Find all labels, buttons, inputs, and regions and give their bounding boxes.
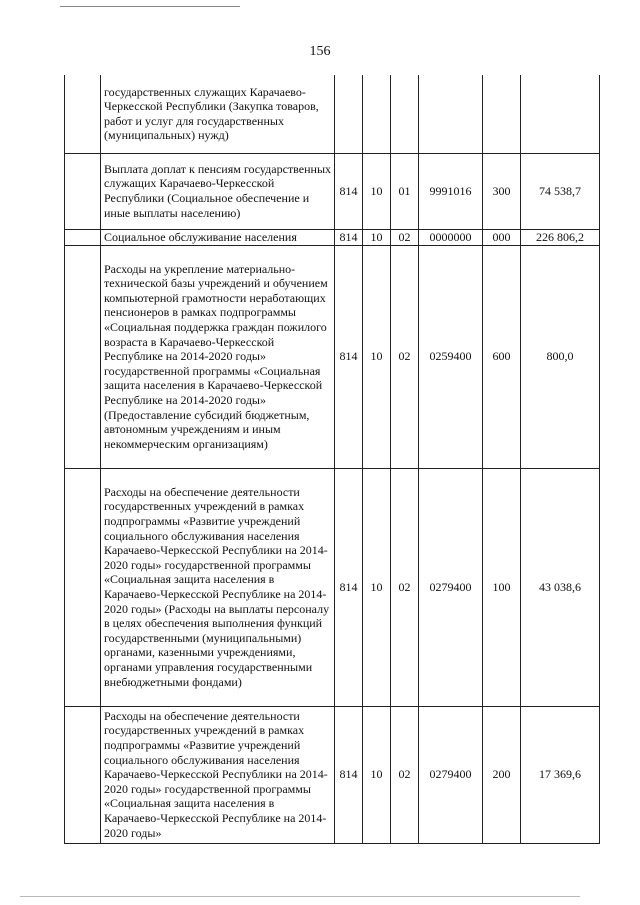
amount-cell: 226 806,2 <box>521 229 600 245</box>
amount-cell: 74 538,7 <box>521 153 600 229</box>
ministry-code-cell: 814 <box>335 229 363 245</box>
section-code-cell: 10 <box>363 468 391 706</box>
target-code-cell: 0259400 <box>419 245 483 468</box>
subsection-code-cell: 02 <box>391 468 419 706</box>
expense-type-cell: 100 <box>483 468 521 706</box>
table-row <box>65 468 600 706</box>
expense-type-cell: 200 <box>483 706 521 843</box>
expense-name-cell: Расходы на обеспечение деятельности государственных учреждений в рамках подпрограммы «Развитие учреждений социального обслуживания населения Карачаево-Черкесской Республики на 2014-2020 годы» государственной программы «Социальная защита населения в Карачаево-Черкесской Республике на 2014-2020 годы» <box>101 706 335 843</box>
target-code-cell: 0279400 <box>419 468 483 706</box>
subsection-code-cell: 02 <box>391 245 419 468</box>
expense-type-cell: 000 <box>483 229 521 245</box>
ministry-code-cell: 814 <box>335 468 363 706</box>
section-code-cell: 10 <box>363 245 391 468</box>
expense-type-cell <box>483 75 521 153</box>
budget-table <box>64 75 600 844</box>
table-row <box>65 153 600 229</box>
section-code-cell <box>363 75 391 153</box>
table-row <box>65 706 600 843</box>
ministry-code-cell: 814 <box>335 153 363 229</box>
expense-name-cell: Выплата доплат к пенсиям государственных служащих Карачаево-Черкесской Республики (Социальное обеспечение и иные выплаты населению) <box>101 153 335 229</box>
target-code-cell: 0279400 <box>419 706 483 843</box>
section-code-cell: 10 <box>363 229 391 245</box>
section-code-cell: 10 <box>363 153 391 229</box>
row-number-cell <box>65 706 101 843</box>
expense-name-cell: Расходы на обеспечение деятельности государственных учреждений в рамках подпрограммы «Развитие учреждений социального обслуживания населения Карачаево-Черкесской Республики на 2014-2020 годы» государственной программы «Социальная защита населения в Карачаево-Черкесской Республике на 2014-2020 годы» (Расходы на выплаты персоналу в целях обеспечения выполнения функций государственными (муниципальными) органами, казенными учреждениями, органами управления государственными внебюджетными фондами) <box>101 468 335 706</box>
expense-type-cell: 600 <box>483 245 521 468</box>
amount-cell: 17 369,6 <box>521 706 600 843</box>
amount-cell: 43 038,6 <box>521 468 600 706</box>
target-code-cell: 0000000 <box>419 229 483 245</box>
section-code-cell: 10 <box>363 706 391 843</box>
scan-edge-line-bottom <box>20 896 580 897</box>
expense-name-cell: Социальное обслуживание населения <box>101 229 335 245</box>
table-row <box>65 229 600 245</box>
subsection-code-cell: 01 <box>391 153 419 229</box>
table-row <box>65 75 600 153</box>
target-code-cell <box>419 75 483 153</box>
row-number-cell <box>65 153 101 229</box>
ministry-code-cell <box>335 75 363 153</box>
expense-name-cell: Расходы на укрепление материально-технической базы учреждений и обучением компьютерной грамотности неработающих пенсионеров в рамках подпрограммы «Социальная поддержка граждан пожилого возраста в Карачаево-Черкесской Республике на 2014-2020 годы» государственной программы «Социальная защита населения в Карачаево-Черкесской Республике на 2014-2020 годы» (Предоставление субсидий бюджетным, автономным учреждениям и иным некоммерческим организациям) <box>101 245 335 468</box>
target-code-cell: 9991016 <box>419 153 483 229</box>
ministry-code-cell: 814 <box>335 245 363 468</box>
subsection-code-cell: 02 <box>391 229 419 245</box>
scan-edge-line-top <box>60 6 240 7</box>
expense-name-cell: государственных служащих Карачаево-Черкесской Республики (Закупка товаров, работ и услуг для государственных (муниципальных) нужд) <box>101 75 335 153</box>
row-number-cell <box>65 245 101 468</box>
page-number: 156 <box>309 44 331 59</box>
row-number-cell <box>65 468 101 706</box>
ministry-code-cell: 814 <box>335 706 363 843</box>
amount-cell: 800,0 <box>521 245 600 468</box>
amount-cell <box>521 75 600 153</box>
expense-type-cell: 300 <box>483 153 521 229</box>
row-number-cell <box>65 75 101 153</box>
row-number-cell <box>65 229 101 245</box>
subsection-code-cell <box>391 75 419 153</box>
table-row <box>65 245 600 468</box>
subsection-code-cell: 02 <box>391 706 419 843</box>
